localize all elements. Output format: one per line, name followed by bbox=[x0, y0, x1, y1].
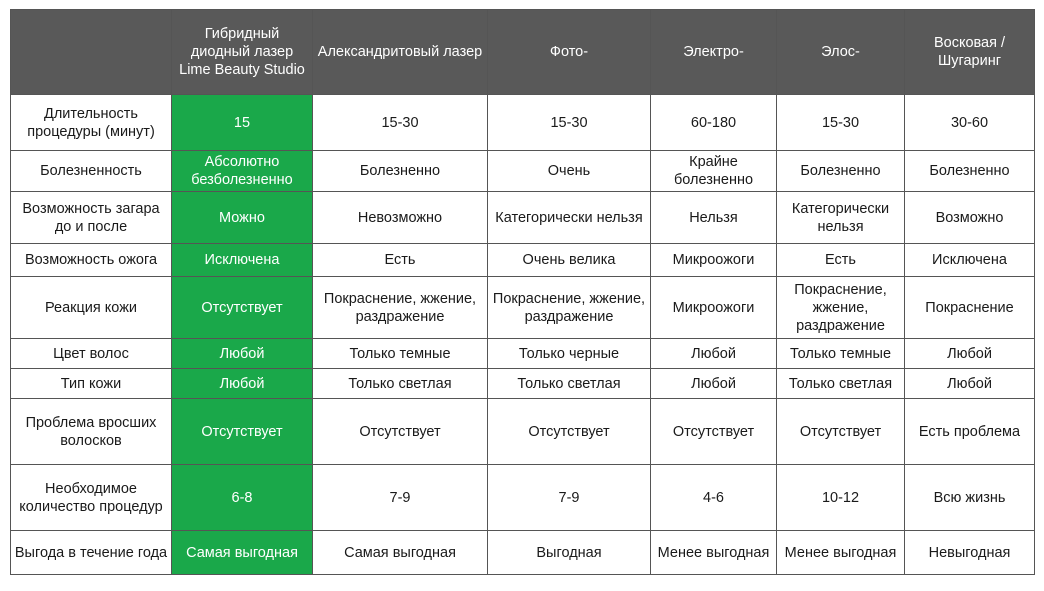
table-cell-highlight: 15 bbox=[172, 95, 313, 151]
table-cell: Менее выгодная bbox=[651, 531, 777, 575]
table-cell: Болезненно bbox=[905, 151, 1035, 192]
row-label: Выгода в течение года bbox=[11, 531, 172, 575]
table-cell: Покраснение, жжение, раздражение bbox=[313, 277, 488, 339]
table-cell: Покраснение bbox=[905, 277, 1035, 339]
header-wax-sugaring: Восковая / Шугаринг bbox=[905, 10, 1035, 95]
table-cell: Любой bbox=[651, 339, 777, 369]
table-cell: Болезненно bbox=[777, 151, 905, 192]
table-cell: Очень велика bbox=[488, 244, 651, 277]
table-cell-highlight: Самая выгодная bbox=[172, 531, 313, 575]
table-row bbox=[11, 369, 1035, 399]
header-photo: Фото- bbox=[488, 10, 651, 95]
row-label: Реакция кожи bbox=[11, 277, 172, 339]
table-row bbox=[11, 399, 1035, 465]
row-label: Необходимое количество процедур bbox=[11, 465, 172, 531]
table-cell: Только светлая bbox=[777, 369, 905, 399]
table-cell: Исключена bbox=[905, 244, 1035, 277]
row-label: Проблема вросших волосков bbox=[11, 399, 172, 465]
table-cell: Покраснение, жжение, раздражение bbox=[488, 277, 651, 339]
row-label: Возможность ожога bbox=[11, 244, 172, 277]
table-row bbox=[11, 465, 1035, 531]
table-cell: Всю жизнь bbox=[905, 465, 1035, 531]
row-label: Болезненность bbox=[11, 151, 172, 192]
table-cell: 7-9 bbox=[488, 465, 651, 531]
table-cell-highlight: 6-8 bbox=[172, 465, 313, 531]
table-cell: Самая выгодная bbox=[313, 531, 488, 575]
table-cell: Очень bbox=[488, 151, 651, 192]
table-cell: Отсутствует bbox=[488, 399, 651, 465]
table-row bbox=[11, 192, 1035, 244]
table-cell: 15-30 bbox=[777, 95, 905, 151]
comparison-table bbox=[10, 9, 1035, 575]
table-cell: 15-30 bbox=[313, 95, 488, 151]
table-cell: Только черные bbox=[488, 339, 651, 369]
table-cell-highlight: Исключена bbox=[172, 244, 313, 277]
table-row bbox=[11, 531, 1035, 575]
row-label: Тип кожи bbox=[11, 369, 172, 399]
table-cell: Возможно bbox=[905, 192, 1035, 244]
table-row bbox=[11, 151, 1035, 192]
row-label: Длительность процедуры (минут) bbox=[11, 95, 172, 151]
table-cell: 10-12 bbox=[777, 465, 905, 531]
table-cell: Отсутствует bbox=[651, 399, 777, 465]
table-cell: Покраснение, жжение, раздражение bbox=[777, 277, 905, 339]
table-cell: Только темные bbox=[313, 339, 488, 369]
row-label: Цвет волос bbox=[11, 339, 172, 369]
table-cell: 15-30 bbox=[488, 95, 651, 151]
table-cell: 60-180 bbox=[651, 95, 777, 151]
table-row bbox=[11, 95, 1035, 151]
header-elos: Элос- bbox=[777, 10, 905, 95]
table-cell: Есть bbox=[777, 244, 905, 277]
table-cell: 4-6 bbox=[651, 465, 777, 531]
table-cell: Категорически нельзя bbox=[777, 192, 905, 244]
header-alexandrite-laser: Александритовый лазер bbox=[313, 10, 488, 95]
row-label: Возможность загара до и после bbox=[11, 192, 172, 244]
table-cell: Крайне болезненно bbox=[651, 151, 777, 192]
table-cell: 7-9 bbox=[313, 465, 488, 531]
table-cell-highlight: Любой bbox=[172, 339, 313, 369]
table-cell: Есть проблема bbox=[905, 399, 1035, 465]
table-cell: Любой bbox=[905, 339, 1035, 369]
table-cell: Нельзя bbox=[651, 192, 777, 244]
table-cell: Только темные bbox=[777, 339, 905, 369]
table-cell-highlight: Отсутствует bbox=[172, 399, 313, 465]
table-cell: Категорически нельзя bbox=[488, 192, 651, 244]
table-row bbox=[11, 244, 1035, 277]
table-cell: Только светлая bbox=[488, 369, 651, 399]
table-cell: 30-60 bbox=[905, 95, 1035, 151]
header-electro: Электро- bbox=[651, 10, 777, 95]
table-cell: Отсутствует bbox=[777, 399, 905, 465]
table-cell: Отсутствует bbox=[313, 399, 488, 465]
table-cell: Микроожоги bbox=[651, 244, 777, 277]
table-cell-highlight: Отсутствует bbox=[172, 277, 313, 339]
table-cell: Невозможно bbox=[313, 192, 488, 244]
table-cell-highlight: Можно bbox=[172, 192, 313, 244]
table-cell: Болезненно bbox=[313, 151, 488, 192]
table-header-row bbox=[11, 10, 1035, 95]
table-cell: Невыгодная bbox=[905, 531, 1035, 575]
table-cell-highlight: Абсолютно безболезненно bbox=[172, 151, 313, 192]
header-hybrid-diode-laser: Гибридный диодный лазер Lime Beauty Studio bbox=[172, 10, 313, 95]
table-cell: Любой bbox=[905, 369, 1035, 399]
table-cell: Только светлая bbox=[313, 369, 488, 399]
table-cell: Менее выгодная bbox=[777, 531, 905, 575]
table-row bbox=[11, 339, 1035, 369]
table-row bbox=[11, 277, 1035, 339]
table-cell: Есть bbox=[313, 244, 488, 277]
table-cell: Выгодная bbox=[488, 531, 651, 575]
header-corner-cell bbox=[11, 10, 172, 95]
comparison-table-container bbox=[10, 9, 1035, 575]
table-cell-highlight: Любой bbox=[172, 369, 313, 399]
table-cell: Микроожоги bbox=[651, 277, 777, 339]
table-cell: Любой bbox=[651, 369, 777, 399]
